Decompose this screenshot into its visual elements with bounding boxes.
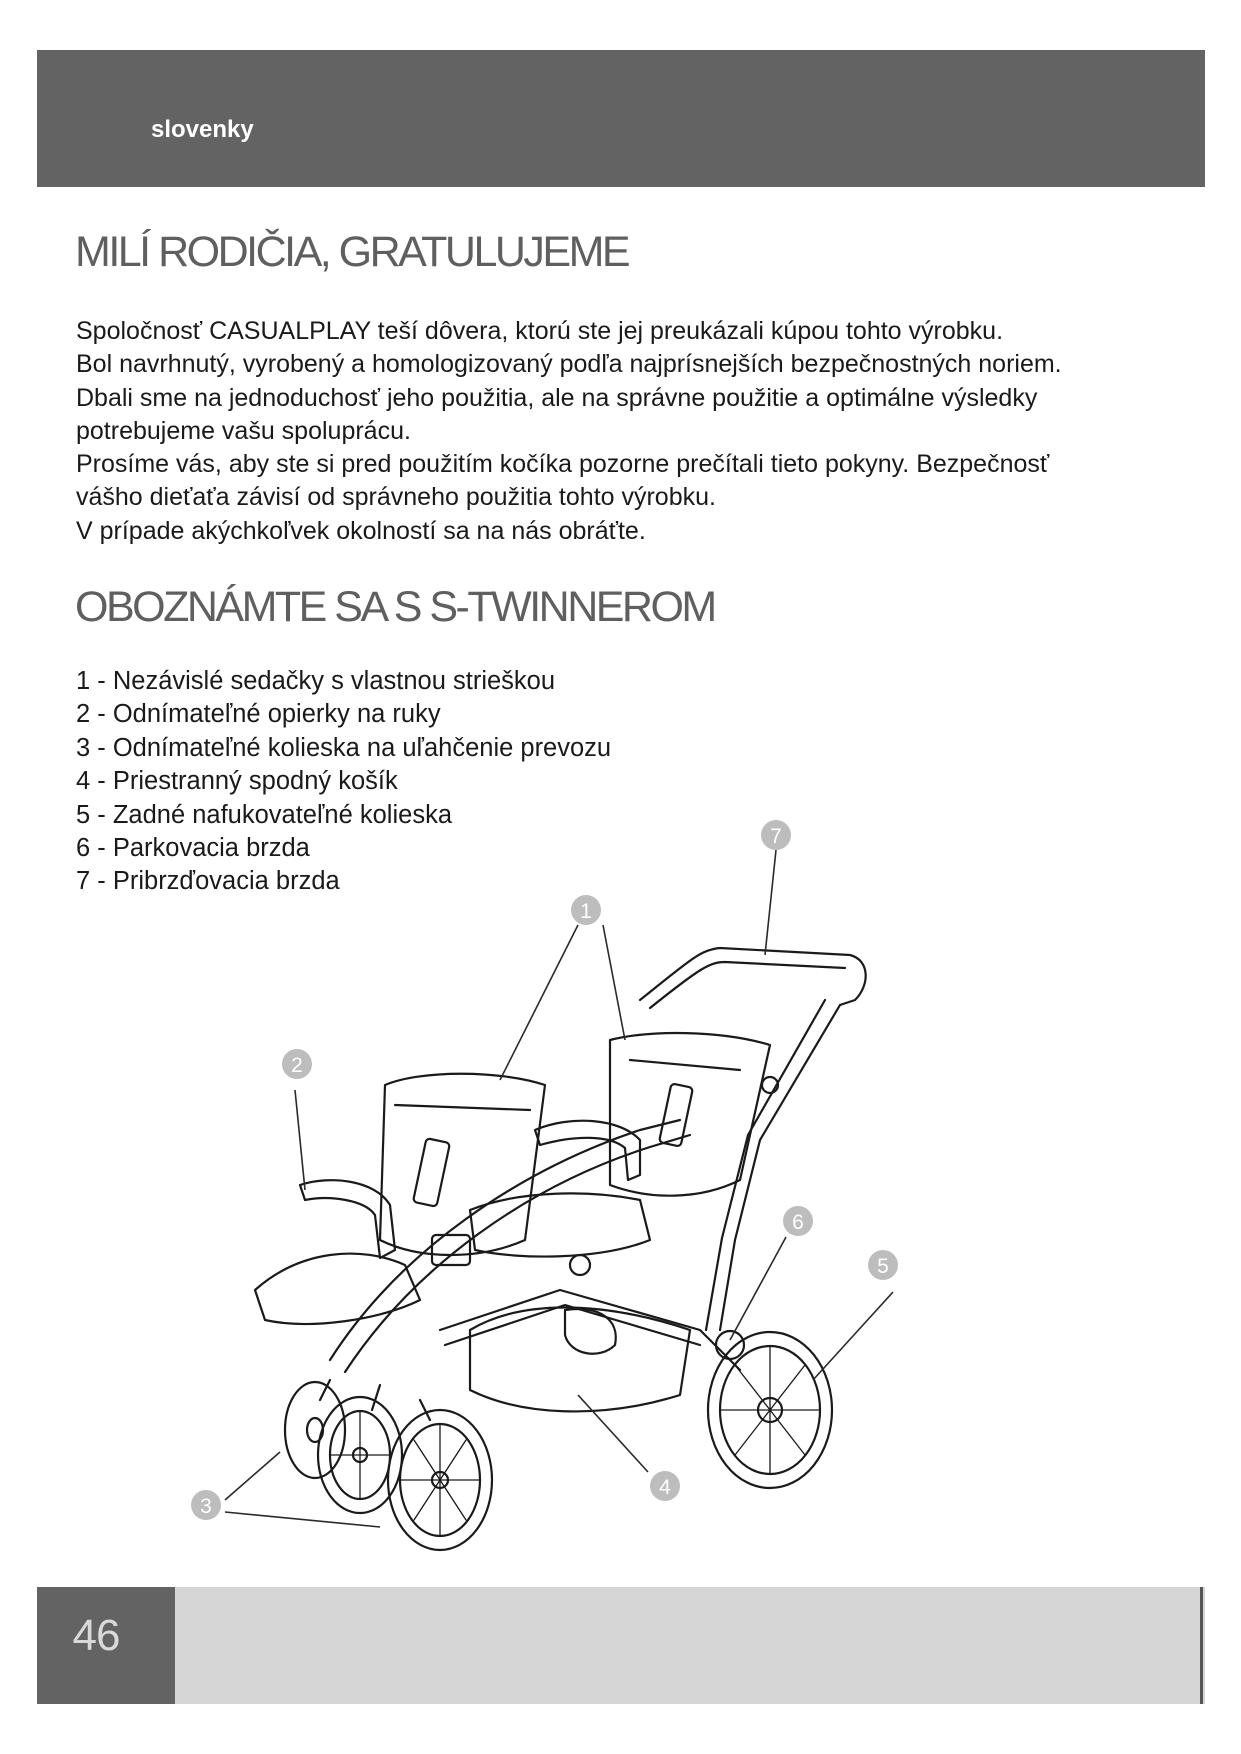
list-item: 4 - Priestranný spodný košík	[76, 767, 398, 796]
stroller-diagram	[190, 810, 889, 1570]
intro-line: Prosíme vás, aby ste si pred použitím kočíka pozorne prečítali tieto pokyny. Bezpečnosť	[76, 450, 1050, 479]
list-item: 3 - Odnímateľné kolieska na uľahčenie prevozu	[76, 733, 612, 762]
svg-text:6: 6	[792, 1211, 804, 1234]
intro-line: V prípade akýchkoľvek okolností sa na nás obráťte.	[76, 516, 646, 545]
callout-7	[761, 820, 791, 850]
svg-text:1: 1	[580, 900, 592, 923]
callout-3	[191, 1490, 221, 1520]
language-label: slovenky	[151, 116, 254, 143]
callout-1	[571, 895, 601, 925]
callout-2	[282, 1049, 312, 1079]
footer-band	[175, 1587, 1205, 1704]
intro-line: Bol navrhnutý, vyrobený a homologizovaný podľa najprísnejších bezpečnostných noriem.	[76, 350, 1062, 379]
intro-line: Spoločnosť CASUALPLAY teší dôvera, ktorú ste jej preukázali kúpou tohto výrobku.	[76, 317, 1004, 345]
intro-line: vášho dieťaťa závisí od správneho použitia tohto výrobku.	[76, 483, 716, 512]
section-title-welcome: MILÍ RODIČIA, GRATULUJEME	[75, 228, 629, 276]
header-band	[37, 50, 1205, 187]
callout-6	[783, 1206, 813, 1236]
list-item: 6 - Parkovacia brzda	[76, 834, 310, 863]
intro-paragraph	[76, 315, 1186, 548]
page-number: 46	[72, 1611, 120, 1660]
callout-5	[868, 1250, 898, 1280]
svg-text:5: 5	[877, 1255, 889, 1278]
list-item: 1 - Nezávislé sedačky s vlastnou strieškou	[76, 667, 556, 695]
list-item: 2 - Odnímateľné opierky na ruky	[76, 700, 441, 729]
stroller-illustration	[255, 948, 866, 1550]
intro-line: Dbali sme na jednoduchosť jeho použitia, ale na správne použitie a optimálne výsledky	[76, 383, 1038, 412]
svg-text:7: 7	[770, 825, 782, 848]
section-title-overview: OBOZNÁMTE SA S S-TWINNEROM	[75, 583, 715, 631]
page-number-block	[37, 1587, 175, 1704]
footer-edge	[1200, 1587, 1203, 1704]
svg-text:3: 3	[200, 1495, 212, 1518]
list-item: 7 - Pribrzďovacia brzda	[76, 867, 340, 896]
callout-4	[650, 1471, 680, 1501]
svg-text:4: 4	[659, 1476, 671, 1499]
list-item: 5 - Zadné nafukovateľné kolieska	[76, 800, 453, 829]
intro-line: potrebujeme vašu spoluprácu.	[76, 416, 411, 445]
svg-text:2: 2	[291, 1054, 303, 1077]
